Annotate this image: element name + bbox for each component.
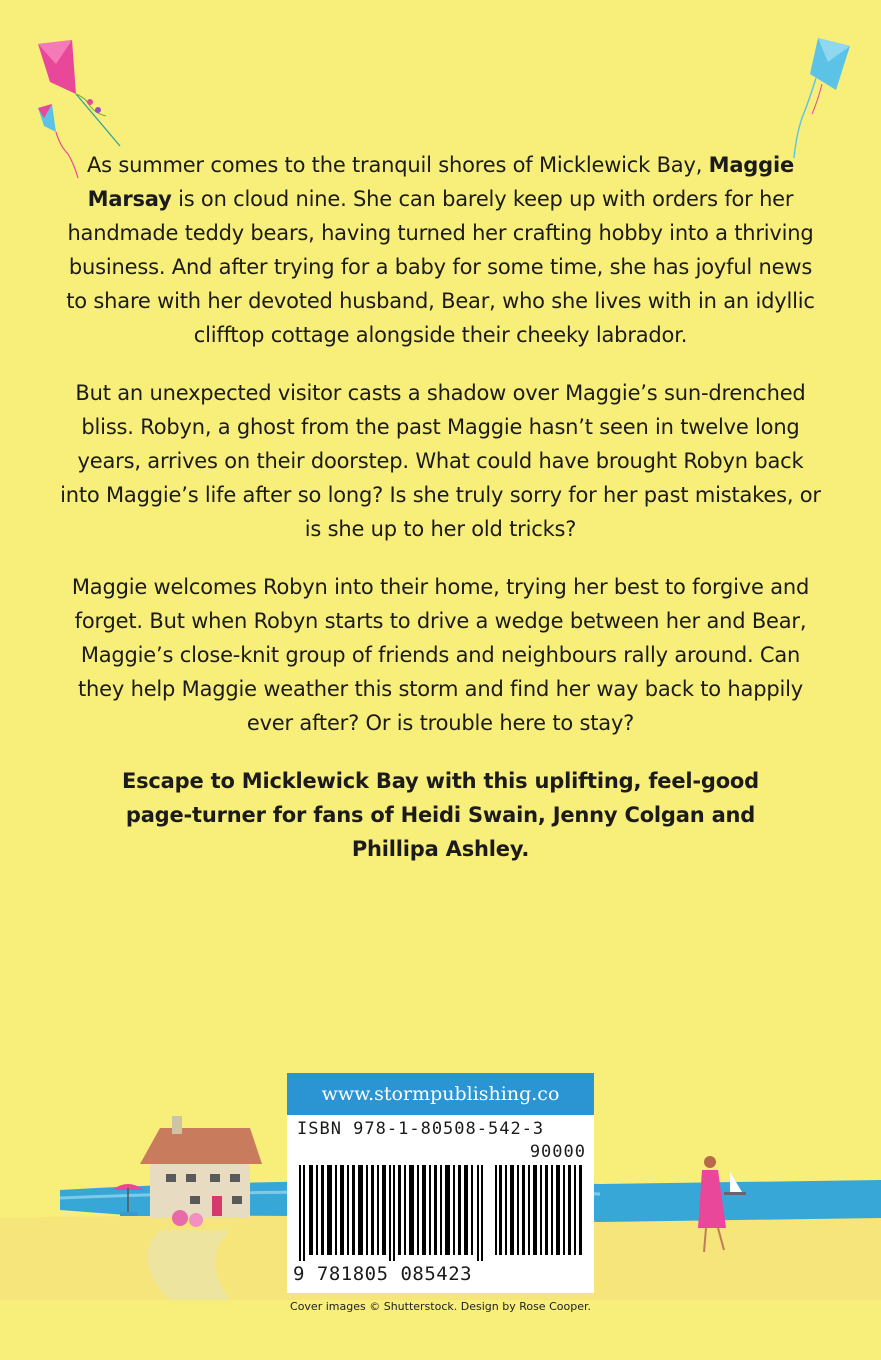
- p1-rest: is on cloud nine. She can barely keep up with orders for her handmade teddy bears, having turned her crafting hobby into a thriving business. And after trying for a baby for some time, she has joyful news to share with her devoted husband, Bear, who she lives with in an idyllic clifftop cottage alongside their cheeky labrador.: [66, 187, 815, 347]
- tagline: Escape to Micklewick Bay with this uplifting, feel-good page-turner for fans of Heidi Swain, Jenny Colgan and Phillipa Ashley.: [121, 769, 759, 861]
- paragraph-2: But an unexpected visitor casts a shadow over Maggie’s sun-drenched bliss. Robyn, a ghost from the past Maggie hasn’t seen in twelve long years, arrives on their doorstep. What could have brought Robyn back into Maggie’s life after so long? Is she truly sorry for her past mistakes, or is she up to her old tricks?: [60, 381, 821, 541]
- blue-kite-icon: [788, 34, 858, 164]
- p1-lead: As summer comes to the tranquil shores of Micklewick Bay,: [86, 153, 709, 177]
- barcode-block: [287, 1073, 594, 1293]
- price-barcode: [495, 1165, 585, 1255]
- publisher-url[interactable]: www.stormpublishing.co: [287, 1073, 594, 1115]
- price-code: 90000: [529, 1142, 586, 1162]
- paragraph-3: Maggie welcomes Robyn into their home, trying her best to forgive and forget. But when Robyn starts to drive a wedge between her and Bear, Maggie’s close-knit group of friends and neighbours rally around. Can they help Maggie weather this storm and find her way back to happily ever after? Or is trouble here to stay?: [71, 575, 810, 735]
- isbn-barcode: [299, 1165, 489, 1261]
- isbn-number: ISBN 978-1-80508-542-3: [297, 1119, 545, 1139]
- paragraph-1: [60, 148, 821, 352]
- character-name: Maggie Marsay: [87, 153, 795, 211]
- cover-credits: Cover images © Shutterstock. Design by Rose Cooper.: [290, 1300, 591, 1313]
- barcode-digits: 9 781805 085423: [293, 1263, 473, 1285]
- back-cover-blurb: [60, 148, 821, 890]
